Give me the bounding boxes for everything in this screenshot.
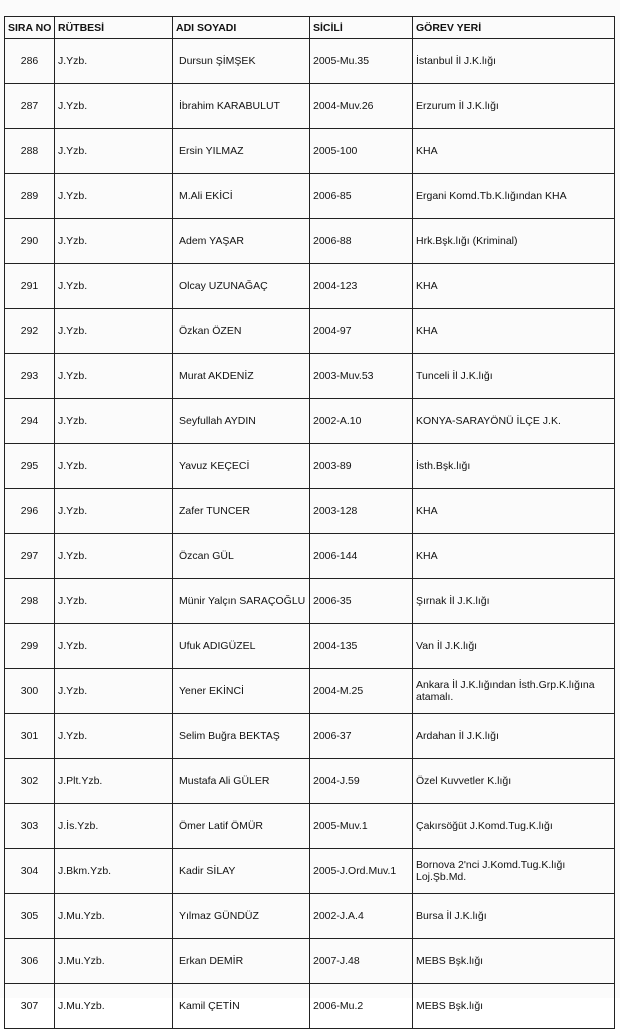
- cell-sira-no: 291: [5, 264, 55, 309]
- cell-sira-no: 294: [5, 399, 55, 444]
- cell-rutbe: J.İs.Yzb.: [55, 804, 173, 849]
- cell-rutbe: J.Yzb.: [55, 354, 173, 399]
- cell-rutbe: J.Yzb.: [55, 624, 173, 669]
- table-row: [5, 984, 615, 1029]
- cell-sira-no: 293: [5, 354, 55, 399]
- cell-rutbe: J.Yzb.: [55, 669, 173, 714]
- cell-gorev-yeri: KHA: [413, 489, 615, 534]
- cell-adi-soyadi: Erkan DEMİR: [173, 939, 310, 984]
- cell-sicil: 2002-J.A.4: [310, 894, 413, 939]
- table-row: [5, 939, 615, 984]
- cell-adi-soyadi: Seyfullah AYDIN: [173, 399, 310, 444]
- cell-rutbe: J.Bkm.Yzb.: [55, 849, 173, 894]
- cell-gorev-yeri: İsth.Bşk.lığı: [413, 444, 615, 489]
- cell-gorev-yeri: Van İl J.K.lığı: [413, 624, 615, 669]
- cell-sicil: 2004-135: [310, 624, 413, 669]
- table-row: [5, 264, 615, 309]
- table-row: [5, 804, 615, 849]
- cell-sicil: 2003-89: [310, 444, 413, 489]
- cell-sira-no: 305: [5, 894, 55, 939]
- cell-adi-soyadi: Özcan GÜL: [173, 534, 310, 579]
- cell-sicil: 2004-J.59: [310, 759, 413, 804]
- cell-gorev-yeri: Hrk.Bşk.lığı (Kriminal): [413, 219, 615, 264]
- cell-adi-soyadi: Kamil ÇETİN: [173, 984, 310, 1029]
- cell-gorev-yeri: KHA: [413, 264, 615, 309]
- cell-adi-soyadi: Kadir SİLAY: [173, 849, 310, 894]
- cell-sira-no: 292: [5, 309, 55, 354]
- cell-adi-soyadi: Yılmaz GÜNDÜZ: [173, 894, 310, 939]
- cell-rutbe: J.Mu.Yzb.: [55, 939, 173, 984]
- cell-adi-soyadi: Ömer Latif ÖMÜR: [173, 804, 310, 849]
- cell-sira-no: 301: [5, 714, 55, 759]
- cell-adi-soyadi: Münir Yalçın SARAÇOĞLU: [173, 579, 310, 624]
- cell-sicil: 2006-37: [310, 714, 413, 759]
- cell-adi-soyadi: M.Ali EKİCİ: [173, 174, 310, 219]
- cell-rutbe: J.Yzb.: [55, 489, 173, 534]
- cell-gorev-yeri: KHA: [413, 534, 615, 579]
- table-row: [5, 894, 615, 939]
- table-body: [5, 39, 615, 1029]
- table-row: [5, 129, 615, 174]
- cell-sicil: 2004-97: [310, 309, 413, 354]
- cell-gorev-yeri: Bursa İl J.K.lığı: [413, 894, 615, 939]
- table-row: [5, 534, 615, 579]
- table-row: [5, 39, 615, 84]
- cell-gorev-yeri: Erzurum İl J.K.lığı: [413, 84, 615, 129]
- cell-gorev-yeri: Tunceli İl J.K.lığı: [413, 354, 615, 399]
- table-row: [5, 849, 615, 894]
- table-row: [5, 84, 615, 129]
- cell-adi-soyadi: Özkan ÖZEN: [173, 309, 310, 354]
- cell-rutbe: J.Yzb.: [55, 399, 173, 444]
- cell-sicil: 2002-A.10: [310, 399, 413, 444]
- cell-adi-soyadi: Murat AKDENİZ: [173, 354, 310, 399]
- cell-gorev-yeri: Ankara İl J.K.lığından İsth.Grp.K.lığına atamalı.: [413, 669, 615, 714]
- table-row: [5, 309, 615, 354]
- table-row: [5, 579, 615, 624]
- cell-gorev-yeri: KONYA-SARAYÖNÜ İLÇE J.K.: [413, 399, 615, 444]
- cell-rutbe: J.Mu.Yzb.: [55, 894, 173, 939]
- cell-gorev-yeri: Özel Kuvvetler K.lığı: [413, 759, 615, 804]
- cell-sira-no: 303: [5, 804, 55, 849]
- cell-gorev-yeri: KHA: [413, 129, 615, 174]
- table-row: [5, 219, 615, 264]
- cell-sicil: 2006-85: [310, 174, 413, 219]
- header-sicili: SİCİLİ: [310, 17, 413, 39]
- cell-adi-soyadi: Ersin YILMAZ: [173, 129, 310, 174]
- cell-rutbe: J.Yzb.: [55, 219, 173, 264]
- header-sira-no: SIRA NO: [5, 17, 55, 39]
- cell-sira-no: 296: [5, 489, 55, 534]
- cell-adi-soyadi: Dursun ŞİMŞEK: [173, 39, 310, 84]
- cell-rutbe: J.Yzb.: [55, 579, 173, 624]
- cell-rutbe: J.Plt.Yzb.: [55, 759, 173, 804]
- cell-adi-soyadi: Zafer TUNCER: [173, 489, 310, 534]
- cell-sira-no: 286: [5, 39, 55, 84]
- cell-gorev-yeri: Ergani Komd.Tb.K.lığından KHA: [413, 174, 615, 219]
- cell-rutbe: J.Yzb.: [55, 129, 173, 174]
- cell-sira-no: 290: [5, 219, 55, 264]
- cell-adi-soyadi: Ufuk ADIGÜZEL: [173, 624, 310, 669]
- cell-adi-soyadi: Mustafa Ali GÜLER: [173, 759, 310, 804]
- cell-rutbe: J.Yzb.: [55, 39, 173, 84]
- table-row: [5, 489, 615, 534]
- cell-adi-soyadi: Yener EKİNCİ: [173, 669, 310, 714]
- table-row: [5, 759, 615, 804]
- cell-gorev-yeri: Bornova 2'nci J.Komd.Tug.K.lığı Loj.Şb.Md.: [413, 849, 615, 894]
- table-row: [5, 444, 615, 489]
- header-row: [5, 17, 615, 39]
- cell-gorev-yeri: Çakırsöğüt J.Komd.Tug.K.lığı: [413, 804, 615, 849]
- cell-adi-soyadi: İbrahim KARABULUT: [173, 84, 310, 129]
- header-gorev-yeri: GÖREV YERİ: [413, 17, 615, 39]
- cell-gorev-yeri: MEBS Bşk.lığı: [413, 984, 615, 1029]
- cell-sicil: 2003-Muv.53: [310, 354, 413, 399]
- cell-sicil: 2006-35: [310, 579, 413, 624]
- cell-sira-no: 295: [5, 444, 55, 489]
- cell-sira-no: 302: [5, 759, 55, 804]
- cell-sicil: 2004-123: [310, 264, 413, 309]
- cell-gorev-yeri: KHA: [413, 309, 615, 354]
- cell-sicil: 2006-Mu.2: [310, 984, 413, 1029]
- cell-sicil: 2007-J.48: [310, 939, 413, 984]
- cell-rutbe: J.Yzb.: [55, 174, 173, 219]
- cell-rutbe: J.Yzb.: [55, 444, 173, 489]
- cell-gorev-yeri: MEBS Bşk.lığı: [413, 939, 615, 984]
- cell-sicil: 2005-Muv.1: [310, 804, 413, 849]
- cell-sira-no: 300: [5, 669, 55, 714]
- cell-rutbe: J.Yzb.: [55, 309, 173, 354]
- cell-rutbe: J.Yzb.: [55, 534, 173, 579]
- table-row: [5, 399, 615, 444]
- cell-sicil: 2006-88: [310, 219, 413, 264]
- cell-sira-no: 298: [5, 579, 55, 624]
- table-row: [5, 714, 615, 759]
- cell-sicil: 2005-100: [310, 129, 413, 174]
- cell-sicil: 2006-144: [310, 534, 413, 579]
- cell-sicil: 2003-128: [310, 489, 413, 534]
- cell-sira-no: 304: [5, 849, 55, 894]
- personnel-table: [4, 16, 615, 1029]
- cell-rutbe: J.Yzb.: [55, 84, 173, 129]
- cell-sira-no: 297: [5, 534, 55, 579]
- table-row: [5, 354, 615, 399]
- cell-sicil: 2005-Mu.35: [310, 39, 413, 84]
- cell-gorev-yeri: Ardahan İl J.K.lığı: [413, 714, 615, 759]
- cell-rutbe: J.Mu.Yzb.: [55, 984, 173, 1029]
- cell-rutbe: J.Yzb.: [55, 264, 173, 309]
- header-rutbesi: RÜTBESİ: [55, 17, 173, 39]
- cell-sicil: 2005-J.Ord.Muv.1: [310, 849, 413, 894]
- table-row: [5, 174, 615, 219]
- cell-sira-no: 287: [5, 84, 55, 129]
- cell-adi-soyadi: Yavuz KEÇECİ: [173, 444, 310, 489]
- header-adi-soyadi: ADI SOYADI: [173, 17, 310, 39]
- cell-gorev-yeri: Şırnak İl J.K.lığı: [413, 579, 615, 624]
- cell-sicil: 2004-M.25: [310, 669, 413, 714]
- cell-sicil: 2004-Muv.26: [310, 84, 413, 129]
- cell-sira-no: 307: [5, 984, 55, 1029]
- table-row: [5, 624, 615, 669]
- cell-sira-no: 289: [5, 174, 55, 219]
- cell-adi-soyadi: Selim Buğra BEKTAŞ: [173, 714, 310, 759]
- table-row: [5, 669, 615, 714]
- cell-sira-no: 299: [5, 624, 55, 669]
- cell-rutbe: J.Yzb.: [55, 714, 173, 759]
- cell-adi-soyadi: Adem YAŞAR: [173, 219, 310, 264]
- cell-sira-no: 306: [5, 939, 55, 984]
- cell-adi-soyadi: Olcay UZUNAĞAÇ: [173, 264, 310, 309]
- cell-sira-no: 288: [5, 129, 55, 174]
- cell-gorev-yeri: İstanbul İl J.K.lığı: [413, 39, 615, 84]
